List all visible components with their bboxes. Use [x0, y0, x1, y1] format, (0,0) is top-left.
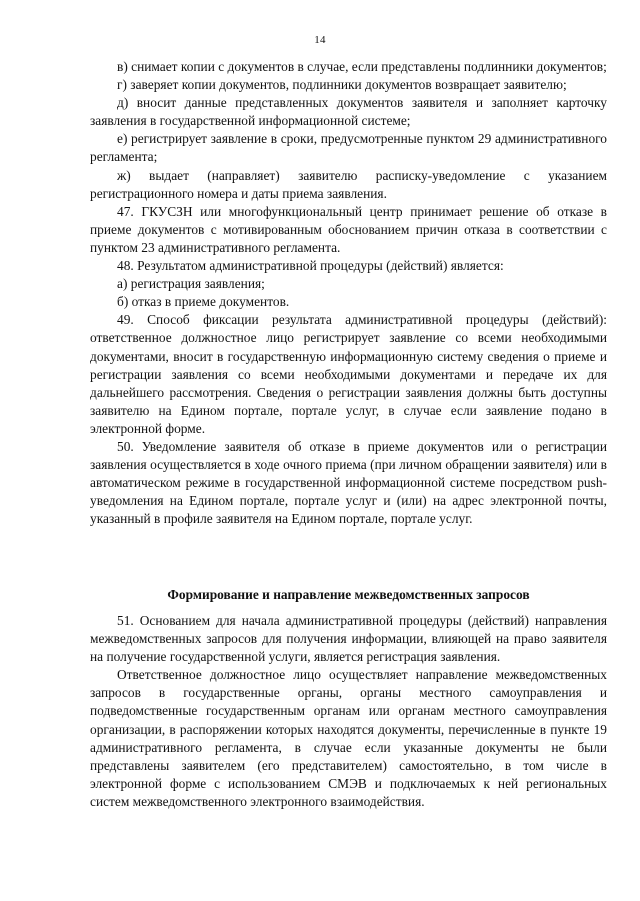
paragraph-g: г) заверяет копии документов, подлинники документов возвращает заявителю; [117, 77, 567, 93]
paragraph-48a: а) регистрация заявления; [117, 276, 265, 292]
paragraph-51: 51. Основанием для начала административной процедуры (действий) направления межведомственных запросов для получения информации, влияющей на право заявителя на получение государственной услуги, является регистрация заявления. [90, 613, 607, 665]
paragraph-zh: ж) выдает (направляет) заявителю расписку-уведомление с указанием регистрационного номера и даты приема заявления. [90, 167, 607, 201]
paragraph-d: д) вносит данные представленных документов заявителя и заполняет карточку заявления в государственной информационной системе; [90, 95, 607, 129]
paragraph-48b: б) отказ в приеме документов. [117, 294, 290, 310]
paragraph-47: 47. ГКУСЗН или многофункциональный центр принимает решение об отказе в приеме документов с мотивированным обоснованием причин отказа в соответствии с пунктом 23 административного регламента. [90, 203, 607, 255]
paragraph-e: е) регистрирует заявление в сроки, предусмотренные пунктом 29 административного регламента; [90, 131, 607, 165]
section-heading: Формирование и направление межведомственных запросов [167, 587, 530, 602]
bottom-text-block [90, 612, 607, 811]
paragraph-48: 48. Результатом административной процедуры (действий) является: [117, 258, 504, 274]
paragraph-v: в) снимает копии с документов в случае, если представлены подлинники документов; [117, 59, 607, 74]
paragraph-50: 50. Уведомление заявителя об отказе в приеме документов или о регистрации заявления осуществляется в ходе очного приема (при личном обращении заявителя) или в автоматическом режиме в государственной информационной системе посредством push-уведомления на Едином портале, портале услуг и (или) на адрес электронной почты, указанный в профиле заявителя на Едином портале, портале услуг. [90, 438, 607, 527]
page-number: 14 [314, 34, 326, 46]
paragraph-51-continued: Ответственное должностное лицо осуществляет направление межведомственных запросов в государственные органы, органы местного самоуправления и подведомственные государственным органам или органам местного самоуправления организации, в распоряжении которых находятся документы, перечисленные в пункте 19 административного регламента, в случае если указанные документы не были представлены заявителем (его представителем) самостоятельно, в том числе в электронной форме с использованием СМЭВ и подключаемых к ней региональных систем межведомственного электронного взаимодействия. [90, 667, 607, 809]
top-text-block [90, 58, 607, 528]
paragraph-49: 49. Способ фиксации результата административной процедуры (действий): ответственное должностное лицо регистрирует заявление со всеми необходимыми документами, вносит в государственную информационную систему сведения о приеме и регистрации заявления со всеми необходимыми документами и передаче их для дальнейшего рассмотрения. Сведения о регистрации заявления должны быть доступны заявителю на Едином портале, портале услуг, в случае если заявление подано в электронной форме. [90, 312, 607, 436]
